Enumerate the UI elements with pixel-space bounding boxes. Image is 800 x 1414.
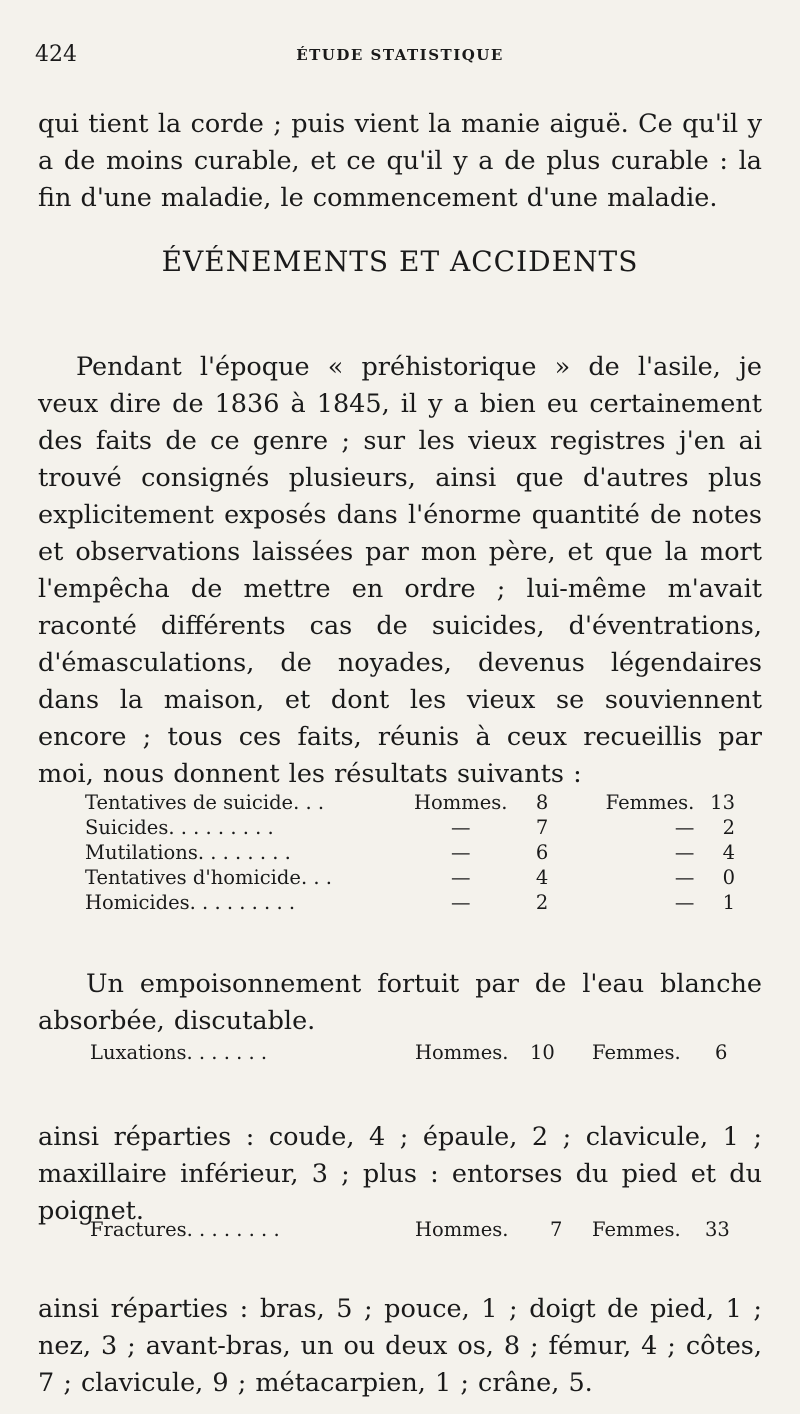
luxations-label: Luxations. . . . . . . <box>90 1041 268 1064</box>
paragraph-prehistoric-period: Pendant l'époque « préhistorique » de l'asile, je veux dire de 1836 à 1845, il y a bien eu certainement des faits de ce genre ; sur les vieux registres j'en ai trouvé consignés plusieurs, ainsi que d'autres plus explicitement exposés dans l'énorme quantité de notes et observations laissées par mon père, et que la mort l'empêcha de mettre en ordre ; lui-même m'avait raconté différents cas de suicides, d'éventrations, d'émasculations, de noyades, devenus légendaires dans la maison, et dont les vieux se souviennent encore ; tous ces faits, réunis à ceux recueillis par moi, nous donnent les résultats suivants : <box>38 351 762 789</box>
femmes-value: 2 <box>722 816 735 839</box>
table-row <box>85 890 735 915</box>
incidents-table <box>85 790 735 915</box>
femmes-value: 0 <box>722 866 735 889</box>
hommes-value: 4 <box>535 866 549 889</box>
hommes-label: — <box>451 891 471 914</box>
hommes-label: Hommes. <box>414 791 508 814</box>
luxations-hommes-label: Hommes. <box>415 1041 509 1064</box>
row-label: Tentatives d'homicide. . . <box>85 866 332 889</box>
intro-paragraph: qui tient la corde ; puis vient la manie aiguë. Ce qu'il y a de moins curable, et ce qu'il y a de plus curable : la fin d'une maladie, le commencement d'une maladie. <box>38 108 762 213</box>
fractures-hommes-value: 7 <box>550 1218 563 1241</box>
hommes-value: 6 <box>535 841 549 864</box>
table-row <box>85 865 735 890</box>
paragraph-fractures-detail: ainsi réparties : bras, 5 ; pouce, 1 ; doigt de pied, 1 ; nez, 3 ; avant-bras, un ou deux os, 8 ; fémur, 4 ; côtes, 7 ; clavicule, 9 ; métacarpien, 1 ; crâne, 5. <box>38 1293 762 1398</box>
page-number: 424 <box>35 42 77 67</box>
luxations-femmes-label: Femmes. <box>592 1041 681 1064</box>
hommes-value: 2 <box>535 891 549 914</box>
paragraph-poisoning: Un empoisonnement fortuit par de l'eau blanche absorbée, discutable. <box>38 968 762 1036</box>
hommes-label: — <box>451 816 471 839</box>
fractures-hommes-label: Hommes. <box>415 1218 509 1241</box>
femmes-label: — <box>674 891 695 914</box>
fractures-femmes-label: Femmes. <box>592 1218 681 1241</box>
table-row <box>85 790 735 815</box>
row-label: Mutilations. . . . . . . . <box>85 841 291 864</box>
femmes-value: 4 <box>722 841 735 864</box>
row-label: Tentatives de suicide. . . <box>85 791 325 814</box>
femmes-value: 1 <box>722 891 735 914</box>
running-title: ÉTUDE STATISTIQUE <box>296 46 504 64</box>
row-label: Homicides. . . . . . . . . <box>85 891 296 914</box>
fractures-label: Fractures. . . . . . . . <box>90 1218 280 1241</box>
section-title: ÉVÉNEMENTS ET ACCIDENTS <box>161 245 639 278</box>
table-row <box>85 840 735 865</box>
page-header <box>35 42 765 72</box>
femmes-label: — <box>674 816 695 839</box>
hommes-label: — <box>451 866 471 889</box>
table-row <box>85 815 735 840</box>
luxations-hommes-value: 10 <box>530 1041 555 1064</box>
fractures-femmes-value: 33 <box>705 1218 730 1241</box>
femmes-label: — <box>674 841 695 864</box>
femmes-label: — <box>674 866 695 889</box>
luxations-femmes-value: 6 <box>715 1041 728 1064</box>
paragraph-luxations-detail: ainsi réparties : coude, 4 ; épaule, 2 ; clavicule, 1 ; maxillaire inférieur, 3 ; plus : entorses du pied et du poignet. <box>38 1121 762 1226</box>
femmes-label: Femmes. <box>605 791 695 814</box>
femmes-value: 13 <box>710 791 735 814</box>
hommes-label: — <box>451 841 471 864</box>
row-label: Suicides. . . . . . . . . <box>85 816 274 839</box>
hommes-value: 7 <box>535 816 549 839</box>
hommes-value: 8 <box>535 791 549 814</box>
